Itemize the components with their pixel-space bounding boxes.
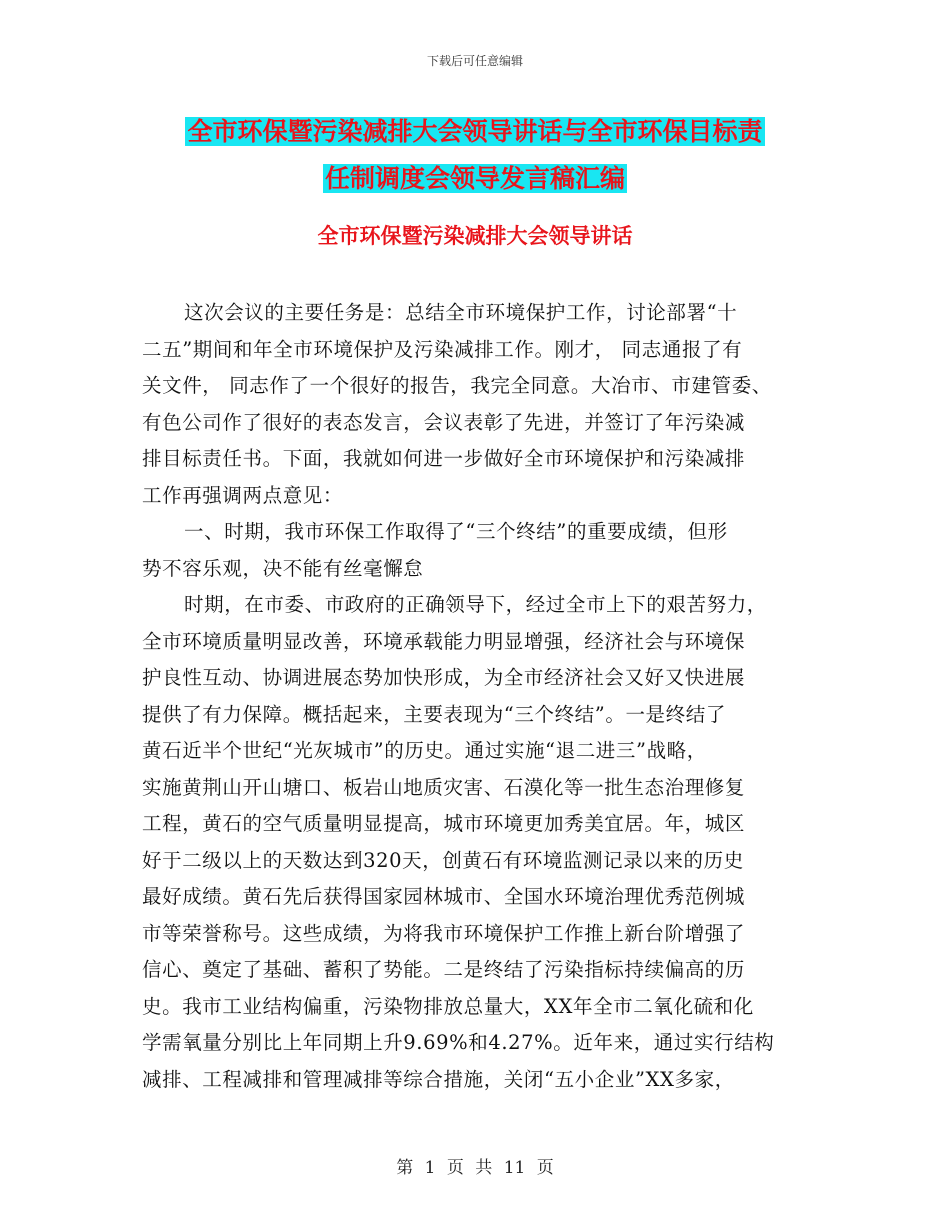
paragraph-line: 这次会议的主要任务是：总结全市环境保护工作，讨论部署“十	[184, 301, 738, 324]
paragraph-line: 最好成绩。黄石先后获得国家园林城市、全国水环境治理优秀范例城	[142, 885, 746, 908]
paragraph-line: 实施黄荆山开山塘口、板岩山地质灾害、石漠化等一批生态治理修复	[142, 775, 746, 799]
paragraph-line: 信心、奠定了基础、蓄积了势能。二是终结了污染指标持续偏高的历	[142, 958, 746, 981]
paragraph-line: 提供了有力保障。概括起来，主要表现为“三个终结”。一是终结了	[142, 702, 726, 726]
title-line-1: 全市环保暨污染减排大会领导讲话与全市环保目标责	[187, 117, 763, 146]
title-line-2: 任制调度会领导发言稿汇编	[324, 164, 625, 193]
paragraph-line: 史。我市工业结构偏重，污染物排放总量大，XX年全市二氧化硫和化	[142, 994, 754, 1018]
paragraph-line: 黄石近半个世纪“光灰城市”的历史。通过实施“退二进三”战略，	[142, 739, 707, 762]
header-note: 下载后可任意编辑	[426, 54, 523, 68]
paragraph-line: 学需氧量分别比上年同期上升9.69%和4.27%。近年来，通过实行结构	[142, 1031, 775, 1054]
body-text	[142, 295, 822, 1098]
paragraph-line: 减排、工程减排和管理减排等综合措施，关闭“五小企业”XX多家，	[142, 1067, 735, 1091]
paragraph-line: 工程，黄石的空气质量明显提高，城市环境更加秀美宜居。年，城区	[142, 812, 746, 835]
paragraph-line: 一、时期，我市环保工作取得了“三个终结”的重要成绩，但形	[184, 520, 728, 543]
paragraph-line: 护良性互动、协调进展态势加快形成，为全市经济社会又好又快进展	[142, 666, 746, 689]
paragraph-line: 排目标责任书。下面，我就如何进一步做好全市环境保护和污染减排	[142, 447, 746, 470]
paragraph-line: 市等荣誉称号。这些成绩，为将我市环境保护工作推上新台阶增强了	[142, 921, 746, 945]
paragraph-line: 工作再强调两点意见：	[142, 483, 344, 507]
paragraph-line: 好于二级以上的天数达到320天，创黄石有环境监测记录以来的历史	[142, 848, 744, 872]
page-footer: 第 1 页 共 11 页	[396, 1158, 554, 1178]
paragraph-line: 全市环境质量明显改善，环境承载能力明显增强，经济社会与环境保	[142, 629, 746, 653]
paragraph-line: 时期，在市委、市政府的正确领导下，经过全市上下的艰苦努力，	[184, 593, 767, 616]
paragraph-line: 二五”期间和年全市环境保护及污染减排工作。刚才， 同志通报了有	[142, 337, 743, 361]
paragraph-line: 关文件， 同志作了一个很好的报告，我完全同意。大冶市、市建管委、	[142, 374, 772, 397]
document-title	[0, 108, 950, 202]
paragraph-line: 有色公司作了很好的表态发言，会议表彰了先进，并签订了年污染减	[142, 410, 746, 434]
section-title: 全市环保暨污染减排大会领导讲话	[317, 224, 633, 248]
paragraph-line: 势不容乐观，决不能有丝毫懈怠	[142, 556, 424, 580]
